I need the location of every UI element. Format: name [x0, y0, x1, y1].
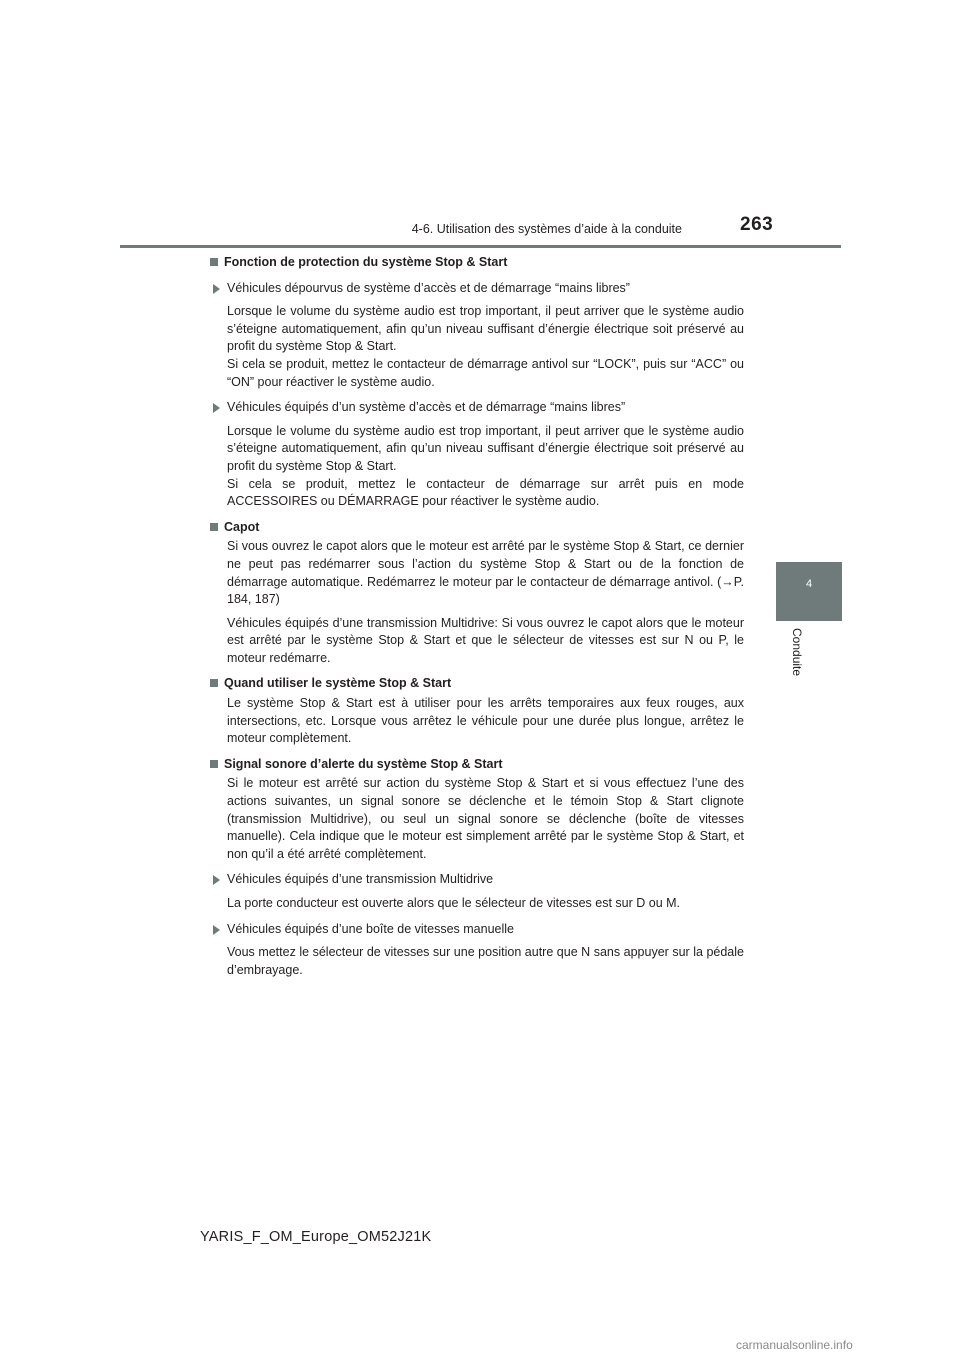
section-heading [210, 254, 744, 272]
paragraph: Si cela se produit, mettez le contacteur de démarrage antivol sur “LOCK”, puis sur “ACC” ou “ON” pour réactiver le système audio. [227, 356, 744, 389]
section-heading [210, 519, 744, 537]
square-bullet-icon [210, 523, 218, 531]
section-heading [210, 675, 744, 693]
page-number: 263 [740, 214, 774, 235]
paragraph: Si cela se produit, mettez le contacteur de démarrage sur arrêt puis en mode ACCESSOIRES ou DÉMARRAGE pour réactiver le système audio. [227, 476, 744, 509]
subsection-heading [210, 280, 744, 298]
triangle-bullet-icon [213, 403, 220, 413]
section-heading-text: Quand utiliser le système Stop & Start [224, 676, 452, 691]
watermark: carmanualsonline.info [736, 1338, 853, 1352]
subsection-heading-text: Véhicules équipés d’une transmission Multidrive [227, 872, 494, 887]
section-stop-start-protection [210, 254, 744, 511]
paragraph: Le système Stop & Start est à utiliser pour les arrêts temporaires aux feux rouges, aux intersections, etc. Lorsque vous arrêtez le véhicule pour une durée plus longue, arrêtez le moteur complètement. [227, 696, 744, 746]
section-when-to-use [210, 675, 744, 747]
chapter-tab [776, 562, 842, 621]
subsection-heading [210, 399, 744, 417]
main-content [210, 254, 744, 985]
square-bullet-icon [210, 760, 218, 768]
triangle-bullet-icon [213, 875, 220, 885]
section-alert-buzzer [210, 756, 744, 980]
paragraph: Lorsque le volume du système audio est trop important, il peut arriver que le système audio s’éteigne automatiquement, afin qu’un niveau suffisant d’énergie électrique soit préservé au profit du système Stop & Start. [227, 423, 744, 473]
subsection-heading [210, 871, 744, 889]
paragraph: Si vous ouvrez le capot alors que le moteur est arrêté par le système Stop & Start, ce dernier ne peut pas redémarrer sous l’action du système Stop & Start ou de la fonction de démarrage automatique. Redémarrez le moteur par le contacteur de démarrage antivol. (→P. 184, 187) [227, 539, 744, 607]
section-heading-text: Fonction de protection du système Stop & Start [224, 255, 508, 269]
footer-document-ref: YARIS_F_OM_Europe_OM52J21K [200, 1229, 432, 1245]
paragraph: Véhicules équipés d’une transmission Multidrive: Si vous ouvrez le capot alors que le moteur est arrêté par le système Stop & Start et que le sélecteur de vitesses est sur N ou P, le moteur redémarre. [227, 615, 744, 665]
triangle-bullet-icon [213, 925, 220, 935]
paragraph: Vous mettez le sélecteur de vitesses sur une position autre que N sans appuyer sur la pédale d’embrayage. [227, 945, 744, 977]
square-bullet-icon [210, 679, 218, 687]
running-header-title: 4-6. Utilisation des systèmes d’aide à la conduite [411, 222, 682, 236]
triangle-bullet-icon [213, 284, 220, 294]
paragraph: Si le moteur est arrêté sur action du système Stop & Start et si vous effectuez l’une des actions suivantes, un signal sonore se déclenche et le témoin Stop & Start clignote (transmission Multidrive), ou seul un signal sonore se déclenche (boîte de vitesses manuelle). Cela indique que le moteur est simplement arrêté par le système Stop & Start, et non qu’il a été arrêté complètement. [227, 776, 744, 861]
subsection-heading-text: Véhicules dépourvus de système d’accès et de démarrage “mains libres” [227, 280, 630, 295]
chapter-tab-label: Conduite [790, 628, 804, 677]
subsection-heading-text: Véhicules équipés d’un système d’accès et de démarrage “mains libres” [227, 400, 626, 415]
section-heading [210, 756, 744, 774]
square-bullet-icon [210, 258, 218, 266]
section-heading-text: Signal sonore d’alerte du système Stop & Start [224, 756, 503, 771]
header-rule [120, 245, 841, 248]
section-capot [210, 519, 744, 668]
section-heading-text: Capot [224, 519, 260, 534]
chapter-tab-number: 4 [805, 578, 813, 590]
paragraph: La porte conducteur est ouverte alors que le sélecteur de vitesses est sur D ou M. [227, 896, 681, 910]
subsection-heading-text: Véhicules équipés d’une boîte de vitesses manuelle [227, 921, 514, 936]
paragraph: Lorsque le volume du système audio est trop important, il peut arriver que le système audio s’éteigne automatiquement, afin qu’un niveau suffisant d’énergie électrique soit préservé au profit du système Stop & Start. [227, 304, 744, 354]
subsection-heading [210, 921, 744, 939]
